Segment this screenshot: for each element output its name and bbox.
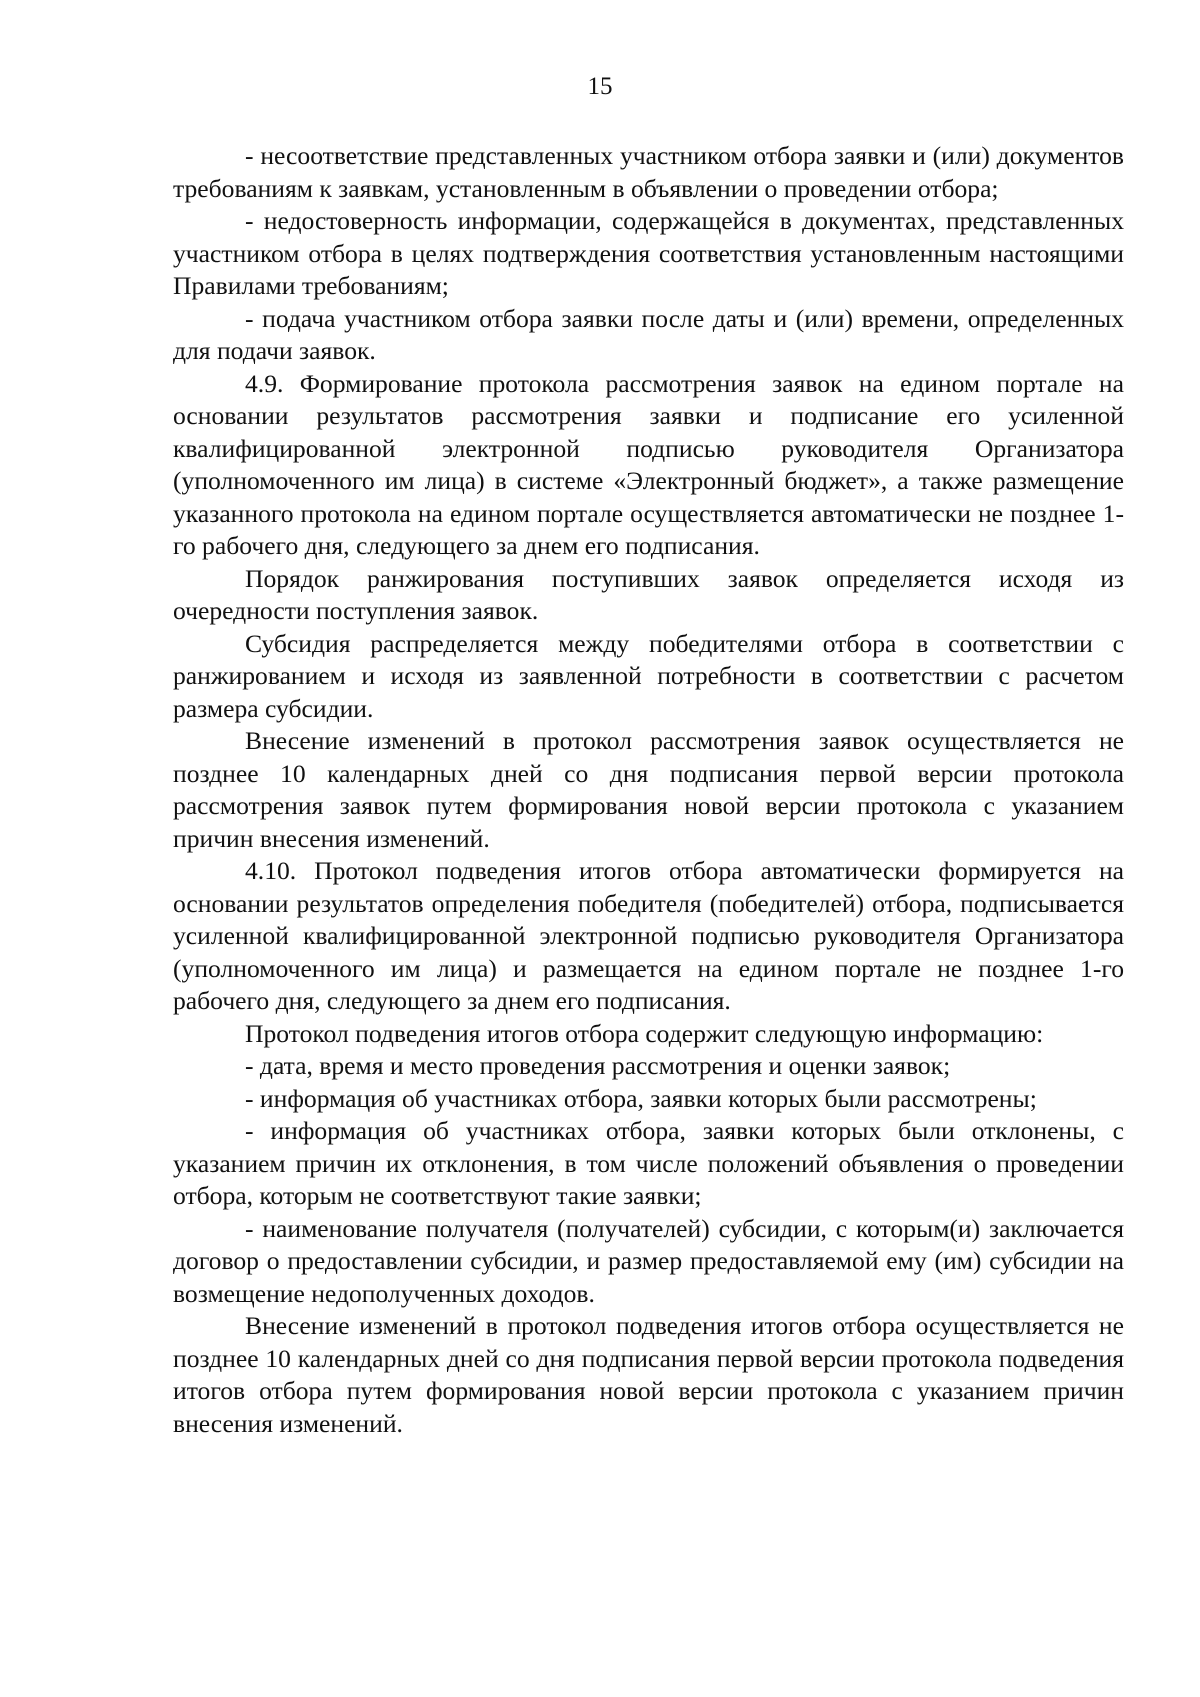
paragraph-results-protocol-changes: Внесение изменений в протокол подведения итогов отбора осуществляется не позднее 10 календарных дней со дня подписания первой версии протокола подведения итогов отбора путем формирования новой версии протокола с указанием причин внесения изменений. bbox=[173, 1311, 1124, 1438]
paragraph-nonconformity: - несоответствие представленных участником отбора заявки и (или) документов требованиям к заявкам, установленным в объявлении о проведении отбора; bbox=[173, 141, 1124, 203]
paragraph-subsidy-distribution: Субсидия распределяется между победителями отбора в соответствии с ранжированием и исходя из заявленной потребности в соответствии с расчетом размера субсидии. bbox=[173, 628, 1124, 723]
document-body bbox=[173, 140, 1124, 1440]
page-number: 15 bbox=[587, 73, 613, 100]
list-item-rejected-participants: - информация об участниках отбора, заявки которых были отклонены, с указанием причин их отклонения, в том числе положений объявления о проведении отбора, которым не соответствуют такие заявки; bbox=[173, 1116, 1124, 1210]
paragraph-4-9: 4.9. Формирование протокола рассмотрения заявок на едином портале на основании результатов рассмотрения заявки и подписание его усиленной квалифицированной электронной подписью руководителя Организатора (уполномоченного им лица) в системе «Электронный бюджет», а также размещение указанного протокола на едином портале осуществляется автоматически не позднее 1-го рабочего дня, следующего за днем его подписания. bbox=[173, 368, 1124, 560]
paragraph-review-protocol-changes: Внесение изменений в протокол рассмотрения заявок осуществляется не позднее 10 календарных дней со дня подписания первой версии протокола рассмотрения заявок путем формирования новой версии протокола с указанием причин внесения изменений. bbox=[173, 726, 1124, 853]
paragraph-protocol-contents: Протокол подведения итогов отбора содержит следующую информацию: bbox=[245, 1018, 1044, 1048]
list-item-recipient-name: - наименование получателя (получателей) субсидии, с которым(и) заключается договор о предоставлении субсидии, и размер предоставляемой ему (им) субсидии на возмещение недополученных доходов. bbox=[173, 1213, 1124, 1308]
paragraph-4-10: 4.10. Протокол подведения итогов отбора автоматически формируется на основании результатов определения победителя (победителей) отбора, подписывается усиленной квалифицированной электронной подписью руководителя Организатора (уполномоченного им лица) и размещается на едином портале не позднее 1-го рабочего дня, следующего за днем его подписания. bbox=[173, 856, 1124, 1015]
paragraph-unreliability: - недостоверность информации, содержащейся в документах, представленных участником отбора в целях подтверждения соответствия установленным настоящими Правилами требованиям; bbox=[173, 206, 1124, 300]
list-item-reviewed-participants: - информация об участниках отбора, заявки которых были рассмотрены; bbox=[245, 1083, 1037, 1113]
list-item-date-time-place: - дата, время и место проведения рассмотрения и оценки заявок; bbox=[245, 1051, 951, 1080]
paragraph-ranking-order: Порядок ранжирования поступивших заявок определяется исходя из очередности поступления заявок. bbox=[173, 563, 1124, 625]
paragraph-late-submission: - подача участником отбора заявки после даты и (или) времени, определенных для подачи заявок. bbox=[173, 303, 1124, 365]
